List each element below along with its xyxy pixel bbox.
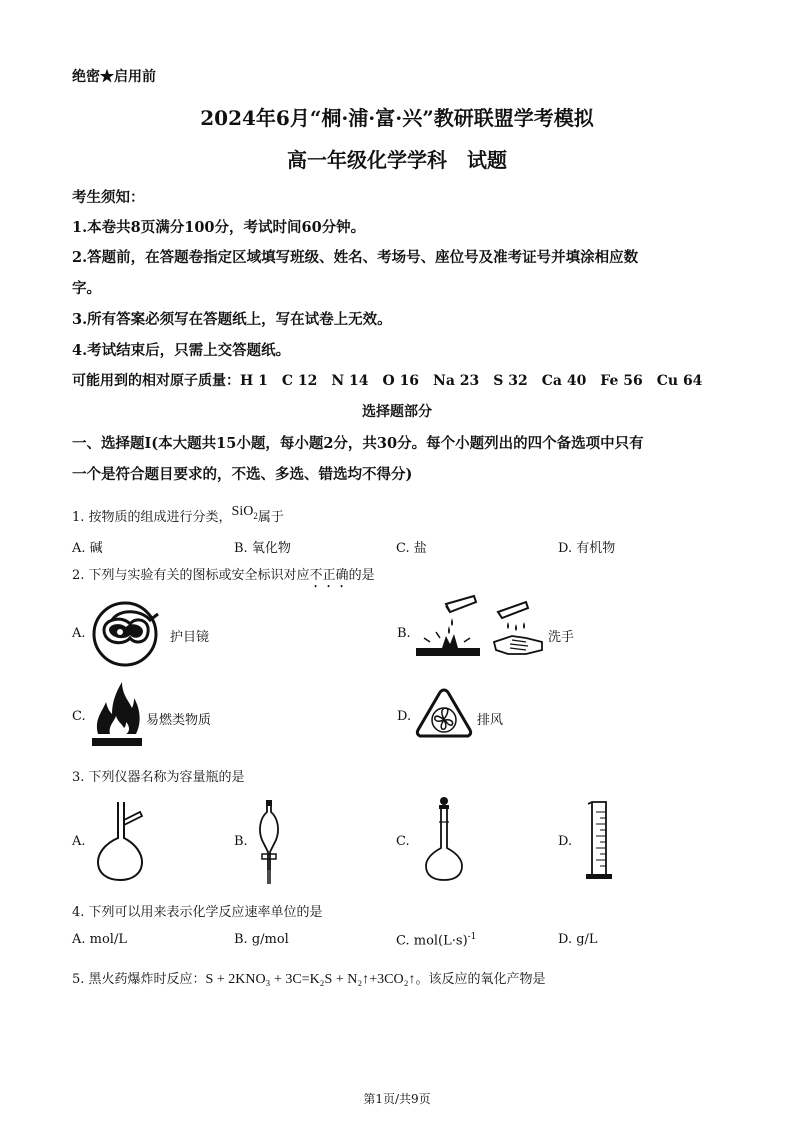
q2-stem-prefix: 2. 下列与实验有关的图标或安全标识对应 [72,568,310,583]
flame-icon [92,680,142,752]
q1-option-d[interactable]: D. 有机物 [558,541,616,556]
notice-item-1: 1.本卷共8页满分100分，考试时间60分钟。 [72,219,366,236]
q1-option-b[interactable]: B. 氧化物 [234,541,291,556]
exam-title: 2024年6月“桐·浦·富·兴”教研联盟学考模拟 [200,106,594,130]
question-5-stem [72,968,545,988]
q4-option-c-text: C. mol(L·s) [396,933,468,949]
q4-option-c[interactable] [396,932,476,948]
q1-stem-suffix: 属于 [257,510,284,525]
volumetric-flask-icon [424,796,464,882]
notice-item-2: 2.答题前，在答题卷指定区域填写班级、姓名、考场号、座位号及准考证号并填涂相应数 [72,249,639,266]
q1-stem-prefix: 1. 按物质的组成进行分类， [72,510,232,525]
q2-option-c-letter[interactable]: C. [72,709,86,724]
q2-option-a-label[interactable]: 护目镜 [170,630,210,645]
q2-option-d-label[interactable]: 排风 [477,713,504,728]
q4-option-a[interactable]: A. mol/L [72,932,127,947]
question-3-stem: 3. 下列仪器名称为容量瓶的是 [72,770,245,785]
wash-hands-icon [416,598,546,660]
q4-option-c-sup: -1 [467,932,477,942]
section-title: 选择题部分 [362,404,432,420]
atomic-masses: 可能用到的相对原子质量：H 1 C 12 N 14 O 16 Na 23 S 32 Ca 40 Fe 56 Cu 64 [72,373,703,389]
notice-item-4: 4.考试结束后，只需上交答题纸。 [72,342,291,359]
separatory-funnel-icon [254,800,284,886]
confidential-mark: 绝密★启用前 [72,69,156,85]
notice-heading: 考生须知： [72,189,145,206]
question-4-stem: 4. 下列可以用来表示化学反应速率单位的是 [72,905,323,920]
q5-equation: S + 2KNO₃ + 3C=K₂S + N₂↑+3CO₂↑ [205,972,416,987]
notice-item-3: 3.所有答案必须写在答题纸上，写在试卷上无效。 [72,311,392,328]
q2-option-b-label[interactable]: 洗手 [548,630,575,645]
q5-stem-suffix: 。该反应的氧化产物是 [415,972,546,987]
exam-subtitle: 高一年级化学学科 试题 [287,148,507,172]
q3-option-c-letter[interactable]: C. [396,834,410,849]
q4-option-b[interactable]: B. g/mol [234,932,289,947]
q1-formula-main: SiO [231,504,254,519]
q3-option-a-letter[interactable]: A. [72,834,86,849]
q2-option-c-label[interactable]: 易燃类物质 [146,713,212,728]
question-1-stem [72,506,284,527]
distillation-flask-icon [96,800,148,882]
q2-option-a-letter[interactable]: A. [72,626,86,641]
question-2-stem [72,564,375,591]
q2-option-b-letter[interactable]: B. [397,626,411,641]
goggles-icon [90,600,160,668]
notice-item-2-cont: 字。 [72,280,101,297]
q1-option-a[interactable]: A. 碱 [72,541,103,556]
section-intro-line2: 一个是符合题目要求的，不选、多选、错选均不得分) [72,466,413,483]
page-number: 第1页/共9页 [363,1092,431,1106]
q2-option-d-letter[interactable]: D. [397,709,412,724]
q1-formula-sub: 2 [253,510,258,521]
q1-formula [232,504,258,519]
section-intro-line1: 一、选择题Ⅰ(本大题共15小题，每小题2分，共30分。每个小题列出的四个备选项中只有 [72,435,644,452]
graduated-cylinder-icon [584,800,614,882]
q4-option-d[interactable]: D. g/L [558,932,598,947]
q2-stem-emphasis: 不正确 [309,568,349,583]
q3-option-d-letter[interactable]: D. [558,834,573,849]
q1-option-c[interactable]: C. 盐 [396,541,427,556]
q3-option-b-letter[interactable]: B. [234,834,248,849]
q2-stem-suffix: 的是 [348,568,375,583]
q5-stem-prefix: 5. 黑火药爆炸时反应： [72,972,206,987]
ventilation-fan-icon [414,686,474,742]
